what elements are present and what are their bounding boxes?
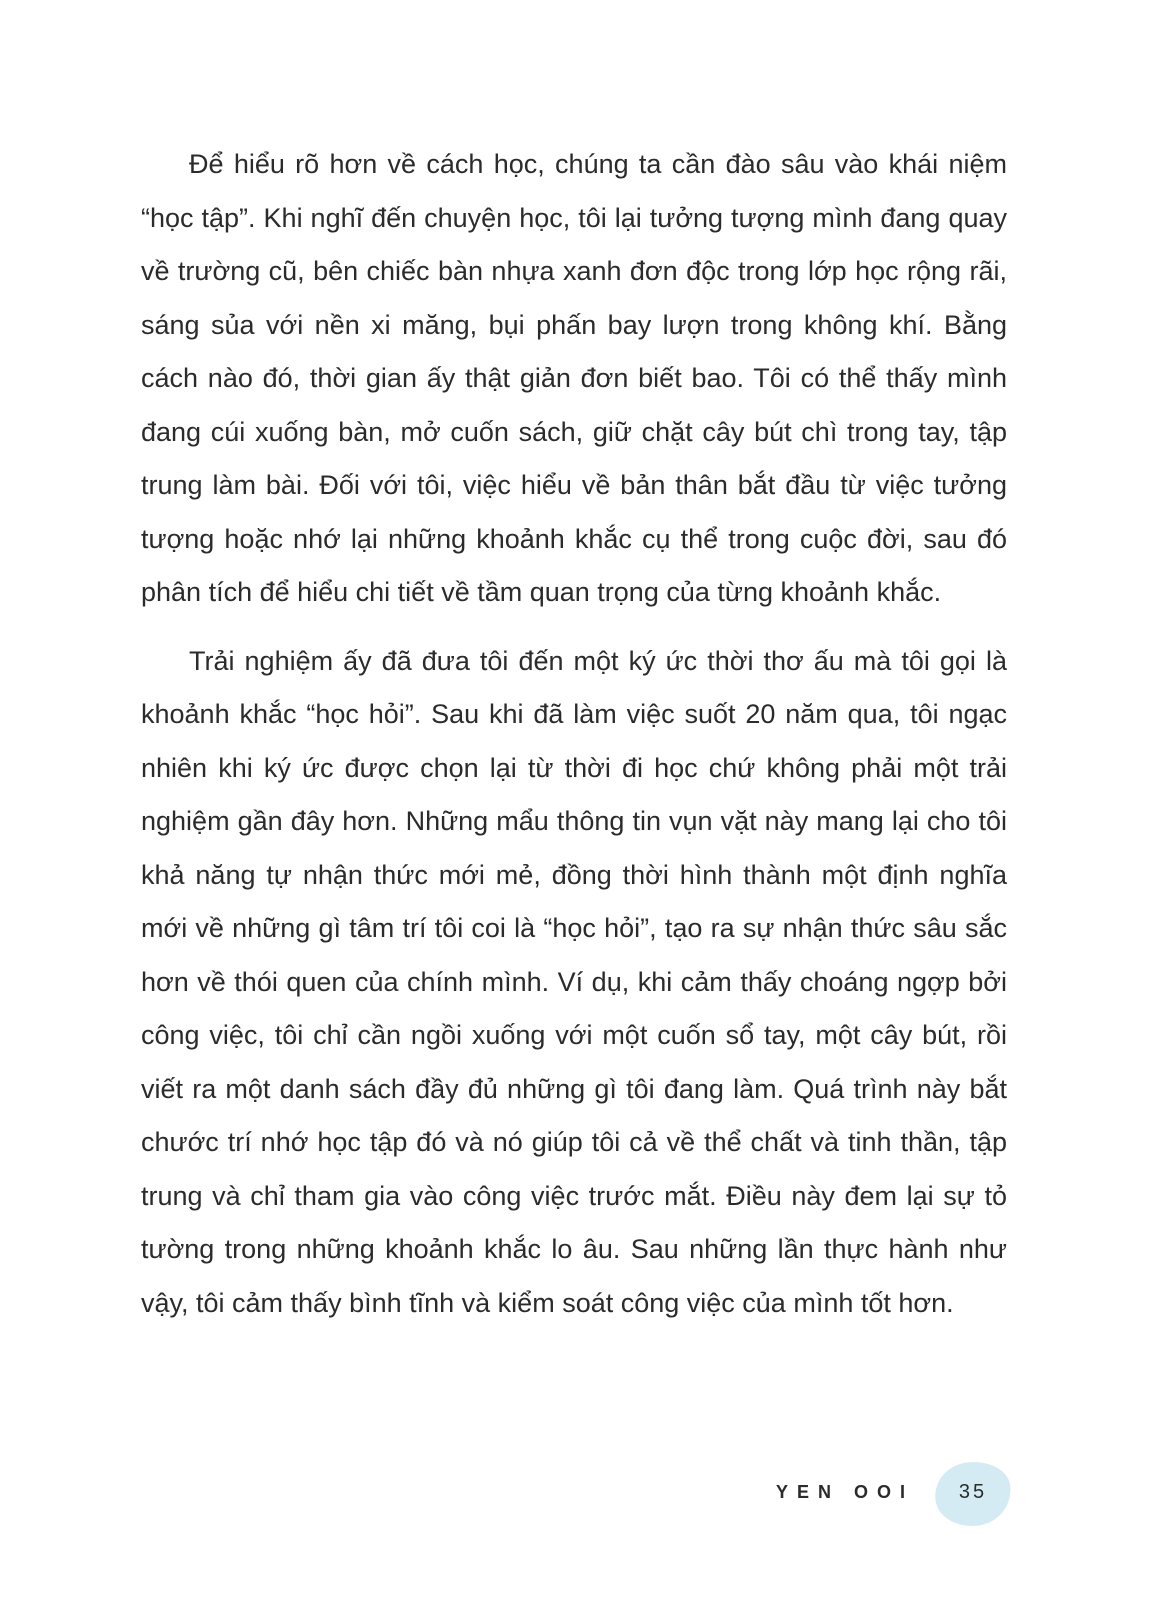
paragraph-1: Để hiểu rõ hơn về cách học, chúng ta cần đào sâu vào khái niệm “học tập”. Khi nghĩ đến chuyện học, tôi lại tưởng tượng mình đang quay về trường cũ, bên chiếc bàn nhựa xanh đơn độc trong lớp học rộng rãi, sáng sủa với nền xi măng, bụi phấn bay lượn trong không khí. Bằng cách nào đó, thời gian ấy thật giản đơn biết bao. Tôi có thể thấy mình đang cúi xuống bàn, mở cuốn sách, giữ chặt cây bút chì trong tay, tập trung làm bài. Đối với tôi, việc hiểu về bản thân bắt đầu từ việc tưởng tượng hoặc nhớ lại những khoảnh khắc cụ thể trong cuộc đời, sau đó phân tích để hiểu chi tiết về tầm quan trọng của từng khoảnh khắc. bbox=[141, 149, 1007, 607]
page-number: 35 bbox=[958, 1481, 988, 1503]
paragraph-2: Trải nghiệm ấy đã đưa tôi đến một ký ức thời thơ ấu mà tôi gọi là khoảnh khắc “học hỏi”. Sau khi đã làm việc suốt 20 năm qua, tôi ngạc nhiên khi ký ức được chọn lại từ thời đi học chứ không phải một trải nghiệm gần đây hơn. Những mẩu thông tin vụn vặt này mang lại cho tôi khả năng tự nhận thức mới mẻ, đồng thời hình thành một định nghĩa mới về những gì tâm trí tôi coi là “học hỏi”, tạo ra sự nhận thức sâu sắc hơn về thói quen của chính mình. Ví dụ, khi cảm thấy choáng ngợp bởi công việc, tôi chỉ cần ngồi xuống với một cuốn sổ tay, một cây bút, rồi viết ra một danh sách đầy đủ những gì tôi đang làm. Quá trình này bắt chước trí nhớ học tập đó và nó giúp tôi cả về thể chất và tinh thần, tập trung và chỉ tham gia vào công việc trước mắt. Điều này đem lại sự tỏ tường trong những khoảnh khắc lo âu. Sau những lần thực hành như vậy, tôi cảm thấy bình tĩnh và kiểm soát công việc của mình tốt hơn. bbox=[141, 645, 1007, 1318]
body-text bbox=[141, 138, 1007, 1345]
running-footer-author: YEN OOI bbox=[775, 1482, 914, 1502]
page-footer bbox=[700, 1462, 1020, 1532]
